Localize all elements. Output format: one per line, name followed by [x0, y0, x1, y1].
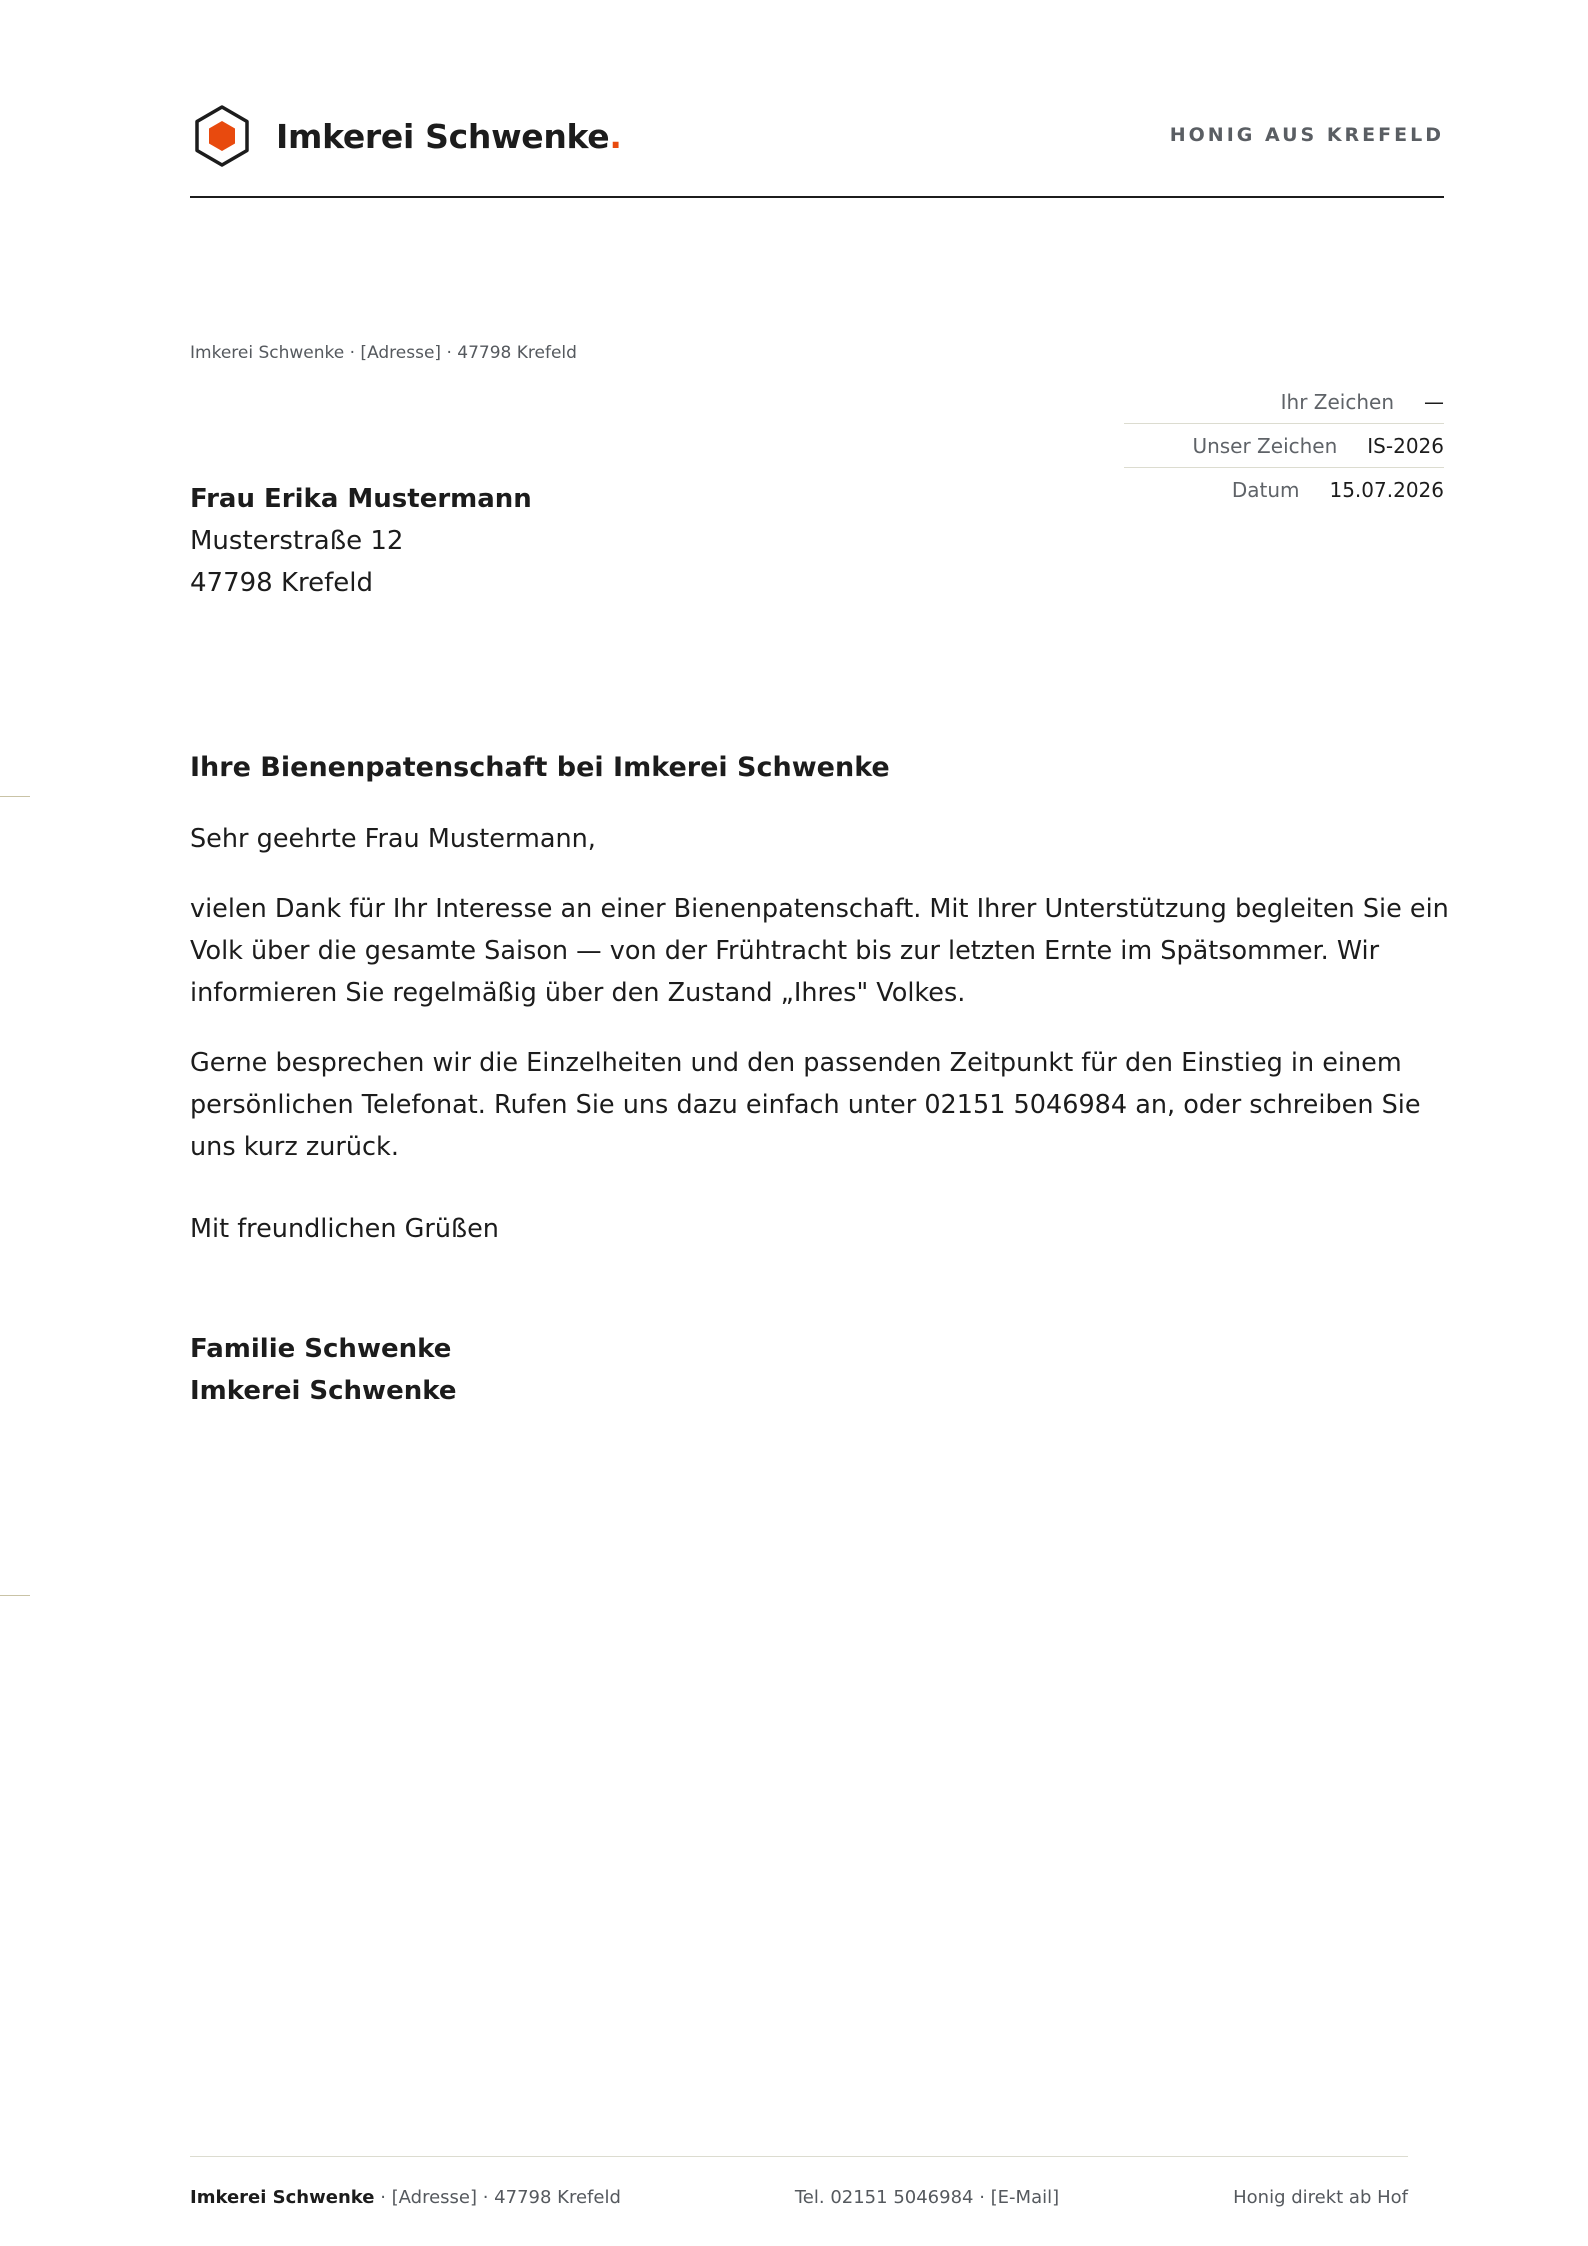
reference-row [1124, 424, 1444, 468]
signature-block [190, 1328, 456, 1412]
footer-address-text: · [Adresse] · 47798 Krefeld [374, 2187, 621, 2208]
footer-company: Imkerei Schwenke [190, 2187, 375, 2208]
reference-row [1124, 468, 1444, 511]
recipient-name: Frau Erika Mustermann [190, 484, 532, 514]
footer-slogan: Honig direkt ab Hof [1233, 2187, 1408, 2208]
reference-label: Datum [1231, 477, 1300, 502]
hexagon-logo-icon [190, 104, 254, 168]
salutation: Sehr geehrte Frau Mustermann, [190, 824, 596, 854]
reference-row [1124, 380, 1444, 424]
recipient-street: Musterstraße 12 [190, 526, 404, 556]
reference-value: IS-2026 [1367, 433, 1444, 458]
company-tagline: HONIG AUS KREFELD [1169, 124, 1444, 146]
letterhead [190, 104, 1444, 198]
reference-label: Ihr Zeichen [1280, 389, 1394, 414]
recipient-city: 47798 Krefeld [190, 568, 374, 598]
reference-block [1124, 380, 1444, 511]
signature-name: Familie Schwenke [190, 1334, 452, 1364]
fold-mark-top [0, 796, 30, 797]
fold-mark-bottom [0, 1595, 30, 1596]
letter-footer [190, 2156, 1408, 2208]
footer-contact: Tel. 02151 5046984 · [E-Mail] [794, 2187, 1060, 2208]
company-logo [190, 104, 622, 168]
sender-return-address: Imkerei Schwenke · [Adresse] · 47798 Krefeld [190, 343, 577, 363]
reference-value: — [1424, 389, 1444, 414]
body-paragraph: Gerne besprechen wir die Einzelheiten und den passenden Zeitpunkt für den Einstieg in einem persönlichen Telefonat. Rufen Sie uns dazu einfach unter 02151 5046984 an, oder schreiben Sie uns kurz zurück. [190, 1048, 1421, 1162]
letter-subject: Ihre Bienenpatenschaft bei Imkerei Schwenke [190, 752, 890, 783]
recipient-address [190, 478, 532, 604]
reference-value: 15.07.2026 [1329, 477, 1444, 502]
closing-formula: Mit freundlichen Grüßen [190, 1214, 499, 1244]
letter-body [190, 818, 1454, 1278]
body-paragraph: vielen Dank für Ihr Interesse an einer Bienenpatenschaft. Mit Ihrer Unterstützung begleiten Sie ein Volk über die gesamte Saison — von der Frühtracht bis zur letzten Ernte im Spätsommer. Wir informieren Sie regelmäßig über den Zustand „Ihres" Volkes. [190, 894, 1449, 1008]
reference-label: Unser Zeichen [1192, 433, 1338, 458]
footer-address [190, 2187, 621, 2208]
signature-company: Imkerei Schwenke [190, 1376, 457, 1406]
company-name: Imkerei Schwenke. [276, 116, 622, 156]
